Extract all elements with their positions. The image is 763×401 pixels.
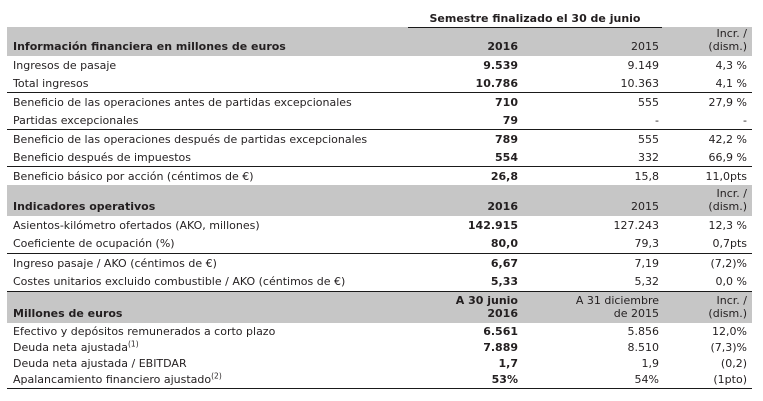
value-2016: 142.915 [467, 218, 518, 232]
value-incr: 0,7pts [712, 237, 747, 251]
row-label: Beneficio después de impuestos [13, 150, 191, 164]
results-table [7, 0, 752, 389]
value-2016: 80,0 [490, 237, 518, 251]
row-label-text: Deuda neta ajustada [13, 340, 128, 354]
row-label: Ingreso pasaje / AKO (céntimos de €) [13, 256, 217, 270]
value-incr: 66,9 % [708, 150, 747, 164]
value-31-diciembre: 8.510 [627, 340, 659, 354]
section-title-financial: Información financiera en millones de euros [13, 40, 286, 53]
value-30-junio: 1,7 [498, 357, 518, 371]
col-header-incr-line1: Incr. / [716, 27, 747, 40]
row-label: Beneficio de las operaciones antes de partidas excepcionales [13, 95, 352, 109]
value-incr: 42,2 % [708, 132, 747, 146]
row-label: Coeficiente de ocupación (%) [13, 237, 175, 251]
table-row-ingreso-pasaje-ako [7, 254, 752, 273]
row-label [7, 357, 411, 370]
section-header-balance [7, 292, 752, 323]
value-31-diciembre: 5.856 [627, 324, 659, 338]
section-header-financial [7, 27, 752, 56]
table-row-deuda-neta [7, 339, 752, 355]
value-2015: 332 [638, 150, 659, 164]
table-row-beneficio-impuestos [7, 148, 752, 166]
value-2015: - [655, 113, 659, 127]
value-30-junio: 7.889 [483, 340, 518, 354]
value-2015: 79,3 [634, 237, 659, 251]
row-label: Beneficio de las operaciones después de partidas excepcionales [13, 132, 368, 146]
value-2015: 127.243 [613, 218, 659, 232]
value-2016: 10.786 [475, 76, 518, 90]
value-2016: 554 [495, 150, 518, 164]
table-row-ako [7, 216, 752, 235]
value-incr: 12,3 % [708, 218, 747, 232]
value-30-junio: 6.561 [483, 324, 518, 338]
section-operativos-rows [7, 216, 752, 292]
row-group [7, 56, 752, 93]
value-2016: 6,67 [490, 256, 518, 270]
table-row-deuda-ebitdar [7, 356, 752, 372]
section-balance-rows [7, 323, 752, 389]
col-header-30-junio-line1: A 30 junio [455, 294, 518, 307]
row-group [7, 254, 752, 292]
col-header-incr [659, 28, 752, 53]
value-2016: 26,8 [490, 169, 518, 183]
footnote-ref-2: (2) [211, 371, 222, 381]
value-incr: (7,2)% [710, 256, 747, 270]
table-row-partidas-excepcionales [7, 111, 752, 129]
col-header-30-junio [411, 295, 518, 320]
period-title-underline [408, 0, 662, 28]
col-header-incr [659, 295, 752, 320]
table-caption-area [7, 0, 752, 27]
table-row-beneficio-antes [7, 93, 752, 111]
value-incr: 4,1 % [715, 76, 747, 90]
row-label [7, 325, 411, 338]
col-header-30-junio-line2: 2016 [487, 306, 518, 320]
row-label [7, 341, 411, 354]
col-header-2015: 2015 [631, 200, 659, 213]
value-2016: 9.539 [483, 58, 518, 72]
col-header-incr-line1: Incr. / [716, 294, 747, 307]
col-header-2016: 2016 [487, 200, 518, 213]
footnote-ref-1: (1) [128, 339, 139, 349]
value-2015: 7,19 [634, 256, 659, 270]
value-incr: 27,9 % [708, 95, 747, 109]
value-31-diciembre: 54% [634, 373, 659, 387]
col-header-2015: 2015 [631, 40, 659, 53]
value-2016: 79 [502, 113, 518, 127]
col-header-incr [659, 188, 752, 213]
section-header-operativos [7, 185, 752, 216]
col-header-31-diciembre-line2: de 2015 [613, 306, 659, 320]
value-2015: 555 [638, 132, 659, 146]
row-label: Ingresos de pasaje [13, 58, 117, 72]
table-row-beneficio-despues-partidas [7, 130, 752, 148]
value-2015: 15,8 [634, 169, 659, 183]
table-row-apalancamiento [7, 372, 752, 388]
period-title: Semestre finalizado el 30 de junio [429, 12, 641, 25]
row-label: Asientos-kilómetro ofertados (AKO, millones) [13, 218, 260, 232]
value-2015: 9.149 [627, 58, 659, 72]
table-row-coeficiente-ocupacion [7, 235, 752, 254]
row-group [7, 216, 752, 254]
value-incr: 11,0pts [705, 169, 747, 183]
value-incr: 12,0% [712, 324, 747, 338]
value-2015: 555 [638, 95, 659, 109]
value-incr: 4,3 % [715, 58, 747, 72]
value-incr: - [743, 113, 747, 127]
row-label: Beneficio básico por acción (céntimos de €) [13, 169, 254, 183]
value-30-junio: 53% [491, 373, 518, 387]
col-header-incr-line2: (dism.) [708, 39, 747, 53]
table-row-total-ingresos [7, 74, 752, 92]
row-group [7, 130, 752, 167]
row-label [7, 373, 411, 386]
row-group [7, 93, 752, 130]
value-31-diciembre: 1,9 [641, 357, 659, 371]
row-label-text: Deuda neta ajustada / EBITDAR [13, 357, 187, 371]
value-2016: 710 [495, 95, 518, 109]
table-row-beneficio-por-accion [7, 167, 752, 185]
row-label-text: Efectivo y depósitos remunerados a corto plazo [13, 324, 276, 338]
table-row-ingresos-pasaje [7, 56, 752, 74]
col-header-2016: 2016 [487, 40, 518, 53]
table-row-costes-unitarios [7, 273, 752, 292]
value-incr: (7,3)% [710, 340, 747, 354]
row-label-text: Apalancamiento financiero ajustado [13, 373, 212, 387]
value-2016: 5,33 [490, 275, 518, 289]
col-header-incr-line1: Incr. / [716, 187, 747, 200]
value-2015: 5,32 [634, 275, 659, 289]
value-2016: 789 [495, 132, 518, 146]
row-group [7, 167, 752, 185]
row-label: Partidas excepcionales [13, 113, 139, 127]
row-group [7, 323, 752, 389]
table-row-efectivo [7, 323, 752, 339]
section-financial-rows [7, 56, 752, 185]
value-2015: 10.363 [620, 76, 659, 90]
value-incr: (1pto) [713, 373, 747, 387]
row-label: Costes unitarios excluido combustible / AKO (céntimos de €) [13, 275, 346, 289]
col-header-31-diciembre-line1: A 31 diciembre [575, 294, 659, 307]
col-header-incr-line2: (dism.) [708, 306, 747, 320]
section-title-balance: Millones de euros [13, 307, 123, 320]
col-header-31-diciembre [518, 295, 659, 320]
value-incr: (0,2) [720, 357, 747, 371]
value-incr: 0,0 % [715, 275, 747, 289]
row-label: Total ingresos [13, 76, 89, 90]
section-title-operativos: Indicadores operativos [13, 200, 156, 213]
col-header-incr-line2: (dism.) [708, 199, 747, 213]
